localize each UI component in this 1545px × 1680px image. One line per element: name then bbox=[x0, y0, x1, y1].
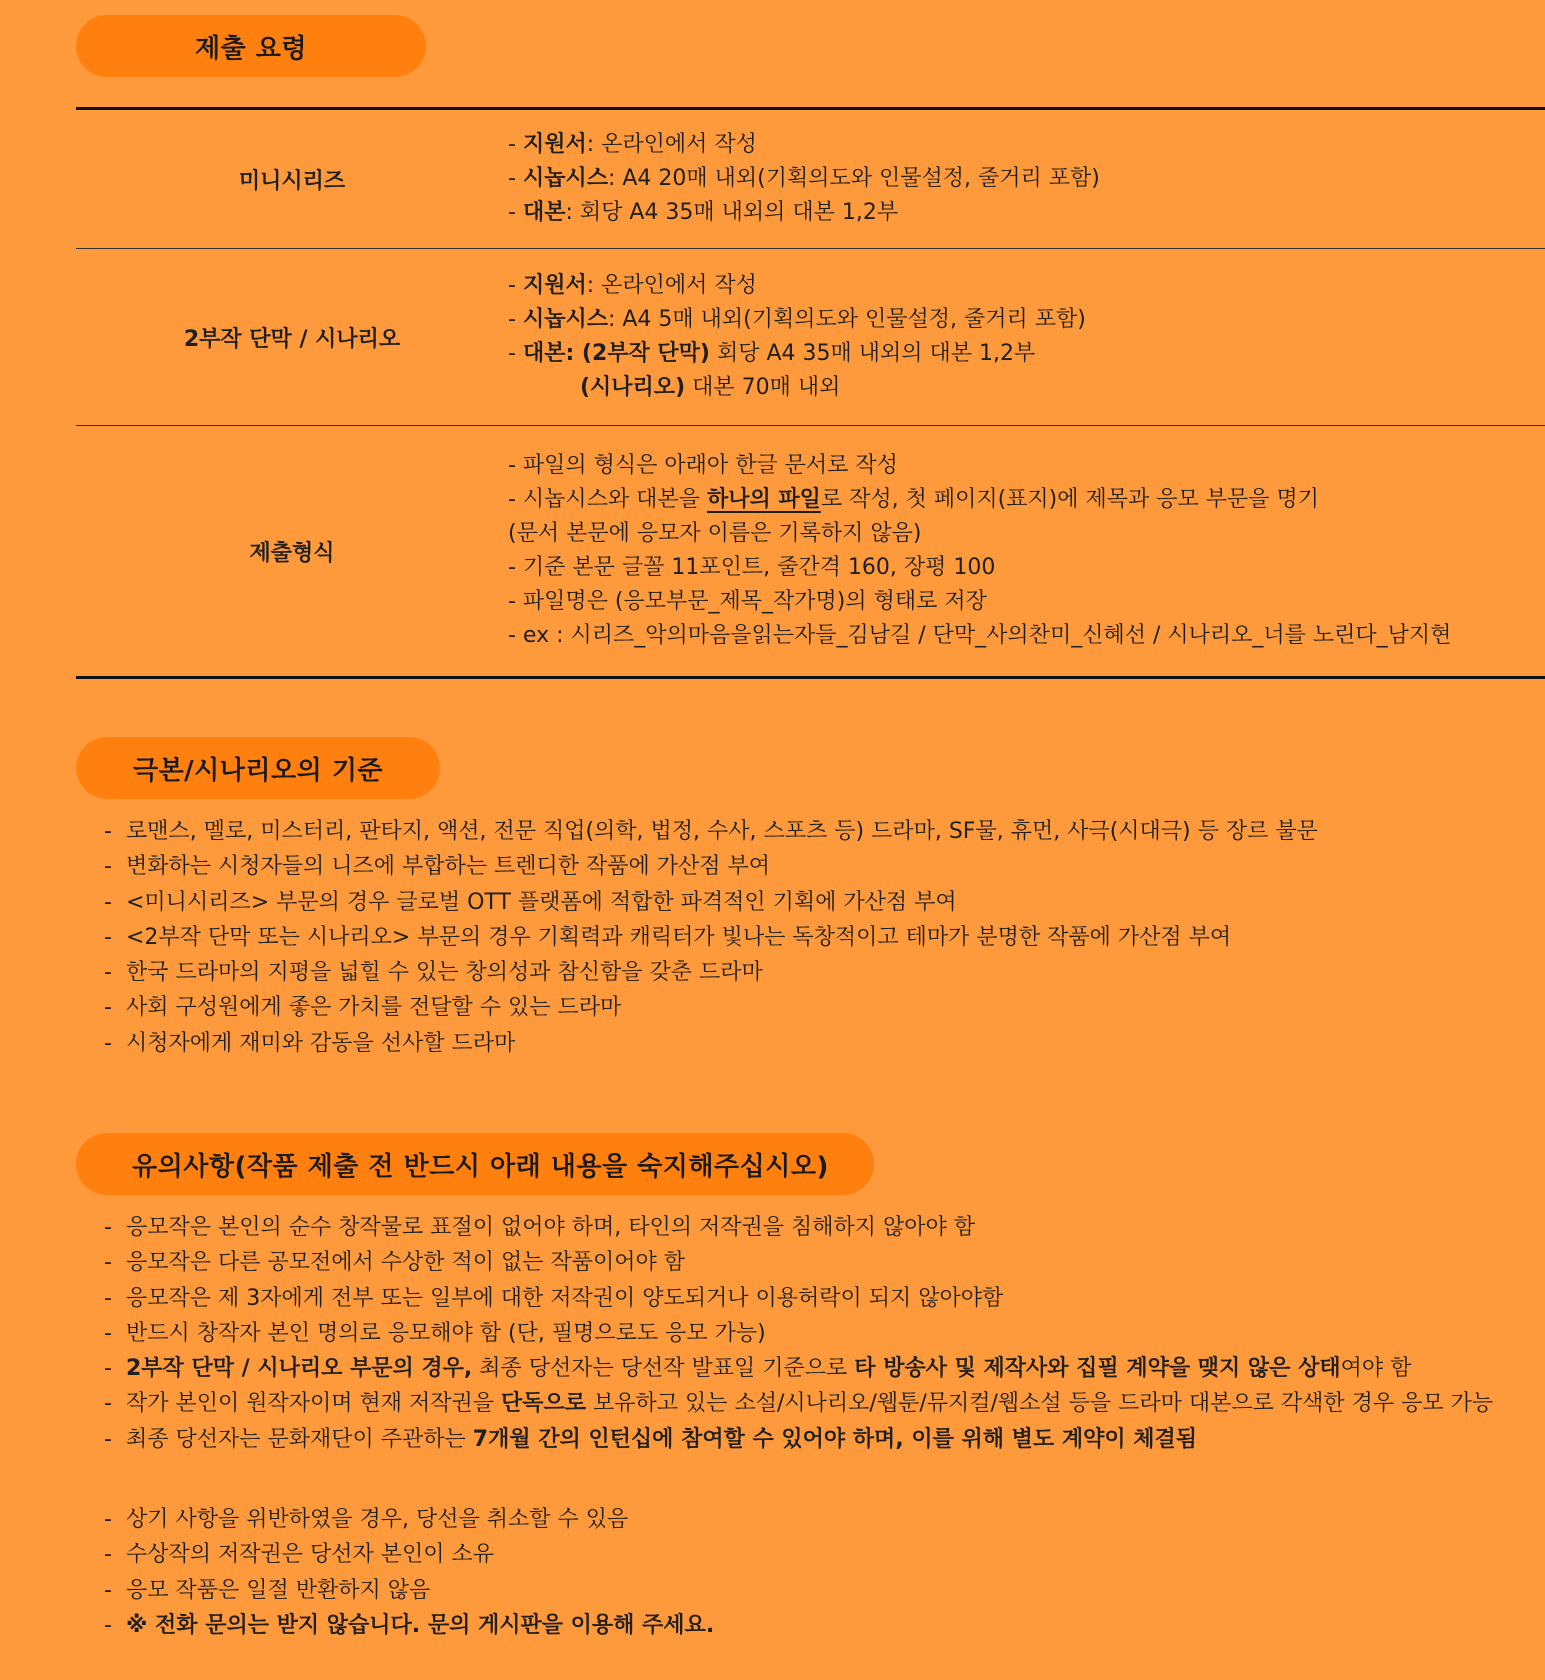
bullet-dash: - bbox=[104, 1507, 112, 1532]
text: 한국 드라마의 지평을 넓힐 수 있는 창의성과 참신함을 갖춘 드라마 bbox=[126, 960, 763, 986]
bullet-dash: - bbox=[104, 1250, 112, 1276]
text: 작가 본인이 원작자이며 현재 저작권을 bbox=[126, 1391, 501, 1417]
criteria-list bbox=[104, 814, 1318, 1061]
bold-text: ※ 전화 문의는 받지 않습니다. 문의 게시판을 이용해 주세요. bbox=[126, 1612, 715, 1638]
bold-text: 타 방송사 및 제작사와 집필 계약을 맺지 않은 상태 bbox=[854, 1356, 1341, 1382]
notice-list bbox=[104, 1210, 1493, 1457]
text: <미니시리즈> 부문의 경우 글로벌 OTT 플랫폼에 적합한 파격적인 기획에 가산점 부여 bbox=[126, 889, 957, 915]
bold-text: 대본 bbox=[522, 200, 566, 225]
text: - 시놉시스와 대본을 bbox=[508, 487, 707, 512]
bullet-dash: - bbox=[104, 995, 112, 1021]
list-item bbox=[104, 885, 1318, 920]
text: : A4 20매 내외(기획의도와 인물설정, 줄거리 포함) bbox=[607, 166, 1100, 191]
text: - bbox=[508, 166, 523, 191]
text: : A4 5매 내외(기획의도와 인물설정, 줄거리 포함) bbox=[607, 307, 1086, 332]
list-item bbox=[104, 1316, 1493, 1351]
description-line bbox=[508, 371, 1545, 405]
text: 여야 함 bbox=[1340, 1356, 1412, 1382]
section-submit-title bbox=[76, 15, 426, 77]
text: 최종 당선자는 당선작 발표일 기준으로 bbox=[472, 1356, 855, 1382]
description-line bbox=[508, 269, 1545, 303]
bullet-dash: - bbox=[104, 924, 112, 950]
bullet-dash: - bbox=[104, 889, 112, 915]
text: - 파일의 형식은 아래아 한글 문서로 작성 bbox=[508, 453, 898, 478]
row-description bbox=[508, 109, 1545, 249]
text: : 온라인에서 작성 bbox=[586, 273, 757, 298]
text: 로 작성, 첫 페이지(표지)에 제목과 응모 부문을 명기 bbox=[820, 487, 1320, 512]
text: 변화하는 시청자들의 니즈에 부합하는 트렌디한 작품에 가산점 부여 bbox=[126, 854, 771, 880]
bold-text: 2부작 단막 / 시나리오 부문의 경우, bbox=[126, 1356, 473, 1382]
bullet-dash: - bbox=[104, 1215, 112, 1240]
list-item bbox=[104, 814, 1318, 849]
table-row bbox=[76, 249, 1545, 426]
bullet-dash: - bbox=[104, 1320, 112, 1346]
text: - bbox=[508, 341, 523, 366]
description-line bbox=[508, 551, 1545, 585]
text: : 회당 A4 35매 내외의 대본 1,2부 bbox=[565, 200, 899, 225]
list-item bbox=[104, 1573, 714, 1608]
list-item bbox=[104, 849, 1318, 884]
bold-text: 단독으로 bbox=[501, 1391, 587, 1417]
description-line bbox=[508, 585, 1545, 619]
text: - bbox=[508, 200, 523, 225]
bullet-dash: - bbox=[104, 1356, 112, 1382]
list-item bbox=[104, 1281, 1493, 1316]
list-item bbox=[104, 1245, 1493, 1280]
description-line bbox=[508, 449, 1545, 483]
submission-table bbox=[76, 107, 1545, 679]
text: - 파일명은 (응모부문_제목_작가명)의 형태로 저장 bbox=[508, 589, 987, 614]
text: <2부작 단막 또는 시나리오> 부문의 경우 기획력과 캐릭터가 빛나는 독창적이고 테마가 분명한 작품에 가산점 부여 bbox=[126, 924, 1232, 950]
text: 응모작은 본인의 순수 창작물로 표절이 없어야 하며, 타인의 저작권을 침해하지 않아야 함 bbox=[126, 1215, 975, 1240]
row-category: 미니시리즈 bbox=[238, 168, 346, 194]
text: - bbox=[508, 307, 523, 332]
description-line bbox=[508, 483, 1545, 517]
text: 시청자에게 재미와 감동을 선사할 드라마 bbox=[126, 1030, 516, 1056]
list-item bbox=[104, 1502, 714, 1537]
section-notice-title bbox=[76, 1133, 874, 1195]
text: 응모작은 다른 공모전에서 수상한 적이 없는 작품이어야 함 bbox=[126, 1250, 686, 1276]
list-item bbox=[104, 1537, 714, 1572]
row-category: 제출형식 bbox=[76, 426, 508, 678]
text: - ex : 시리즈_악의마음을읽는자들_김남길 / 단막_사의찬미_신혜선 / 시나리오_너를 노린다_남지현 bbox=[508, 623, 1452, 648]
text: - bbox=[508, 273, 523, 298]
bullet-dash: - bbox=[104, 960, 112, 986]
description-line bbox=[508, 303, 1545, 337]
bullet-dash: - bbox=[104, 1426, 112, 1452]
description-line bbox=[508, 128, 1545, 162]
text: - 기준 본문 글꼴 11포인트, 줄간격 160, 장평 100 bbox=[508, 555, 996, 580]
bold-text: 시놉시스 bbox=[522, 307, 608, 332]
list-item bbox=[104, 1608, 714, 1643]
list-item bbox=[104, 990, 1318, 1025]
section-criteria-title bbox=[76, 737, 440, 799]
text: 로맨스, 멜로, 미스터리, 판타지, 액션, 전문 직업(의학, 법정, 수사, 스포츠 등) 드라마, SF물, 휴먼, 사극(시대극) 등 장르 불문 bbox=[126, 819, 1318, 844]
text: 수상작의 저작권은 당선자 본인이 소유 bbox=[126, 1542, 495, 1568]
bullet-dash: - bbox=[104, 1612, 112, 1638]
list-item bbox=[104, 1210, 1493, 1245]
bullet-dash: - bbox=[104, 1030, 112, 1056]
bold-text: (시나리오) bbox=[580, 375, 686, 400]
list-item bbox=[104, 920, 1318, 955]
row-category: 2부작 단막 / 시나리오 bbox=[76, 249, 508, 426]
row-description bbox=[508, 249, 1545, 426]
section-notice-title-text: 유의사항(작품 제출 전 반드시 아래 내용을 숙지해주십시오) bbox=[132, 1151, 829, 1182]
text: - bbox=[508, 132, 523, 157]
text: : 온라인에서 작성 bbox=[586, 132, 757, 157]
description-line bbox=[508, 196, 1545, 230]
description-line bbox=[508, 337, 1545, 371]
bullet-dash: - bbox=[104, 1391, 112, 1417]
text: 보유하고 있는 소설/시나리오/웹툰/뮤지컬/웹소설 등을 드라마 대본으로 각색한 경우 응모 가능 bbox=[586, 1391, 1494, 1417]
text: 대본 70매 내외 bbox=[685, 375, 841, 400]
bullet-dash: - bbox=[104, 819, 112, 844]
text: 최종 당선자는 문화재단이 주관하는 bbox=[126, 1426, 473, 1452]
list-item bbox=[104, 1386, 1493, 1421]
description-line bbox=[508, 619, 1545, 653]
text: 반드시 창작자 본인 명의로 응모해야 함 (단, 필명으로도 응모 가능) bbox=[126, 1320, 766, 1346]
bold-text: 7개월 간의 인턴십에 참여할 수 있어야 하며, 이를 위해 별도 계약이 체결됨 bbox=[472, 1426, 1197, 1452]
list-item bbox=[104, 1422, 1493, 1457]
list-item bbox=[104, 1026, 1318, 1061]
bold-text: 시놉시스 bbox=[522, 166, 608, 191]
bullet-dash: - bbox=[104, 1285, 112, 1311]
text: 회당 A4 35매 내외의 대본 1,2부 bbox=[709, 341, 1036, 366]
bold-text: 하나의 파일 bbox=[706, 487, 821, 512]
list-item bbox=[104, 1351, 1493, 1386]
bold-text: 지원서 bbox=[522, 132, 587, 157]
text: (문서 본문에 응모자 이름은 기록하지 않음) bbox=[508, 521, 922, 546]
row-description bbox=[508, 426, 1545, 678]
text: 사회 구성원에게 좋은 가치를 전달할 수 있는 드라마 bbox=[126, 995, 622, 1021]
text: 응모작은 제 3자에게 전부 또는 일부에 대한 저작권이 양도되거나 이용허락이 되지 않아야함 bbox=[126, 1285, 1004, 1311]
description-line bbox=[508, 162, 1545, 196]
bullet-dash: - bbox=[104, 854, 112, 880]
text: 상기 사항을 위반하였을 경우, 당선을 취소할 수 있음 bbox=[126, 1507, 629, 1532]
bullet-dash: - bbox=[104, 1577, 112, 1603]
bold-text: 대본: (2부작 단막) bbox=[522, 341, 710, 366]
description-line bbox=[508, 517, 1545, 551]
bold-text: 지원서 bbox=[522, 273, 587, 298]
section-criteria-title-text: 극본/시나리오의 기준 bbox=[132, 755, 384, 786]
text: 응모 작품은 일절 반환하지 않음 bbox=[126, 1577, 431, 1603]
list-item bbox=[104, 955, 1318, 990]
table-row bbox=[76, 109, 1545, 249]
bullet-dash: - bbox=[104, 1542, 112, 1568]
table-row bbox=[76, 426, 1545, 678]
section-submit-title-text: 제출 요령 bbox=[194, 33, 308, 64]
notice-list-secondary bbox=[104, 1502, 714, 1643]
